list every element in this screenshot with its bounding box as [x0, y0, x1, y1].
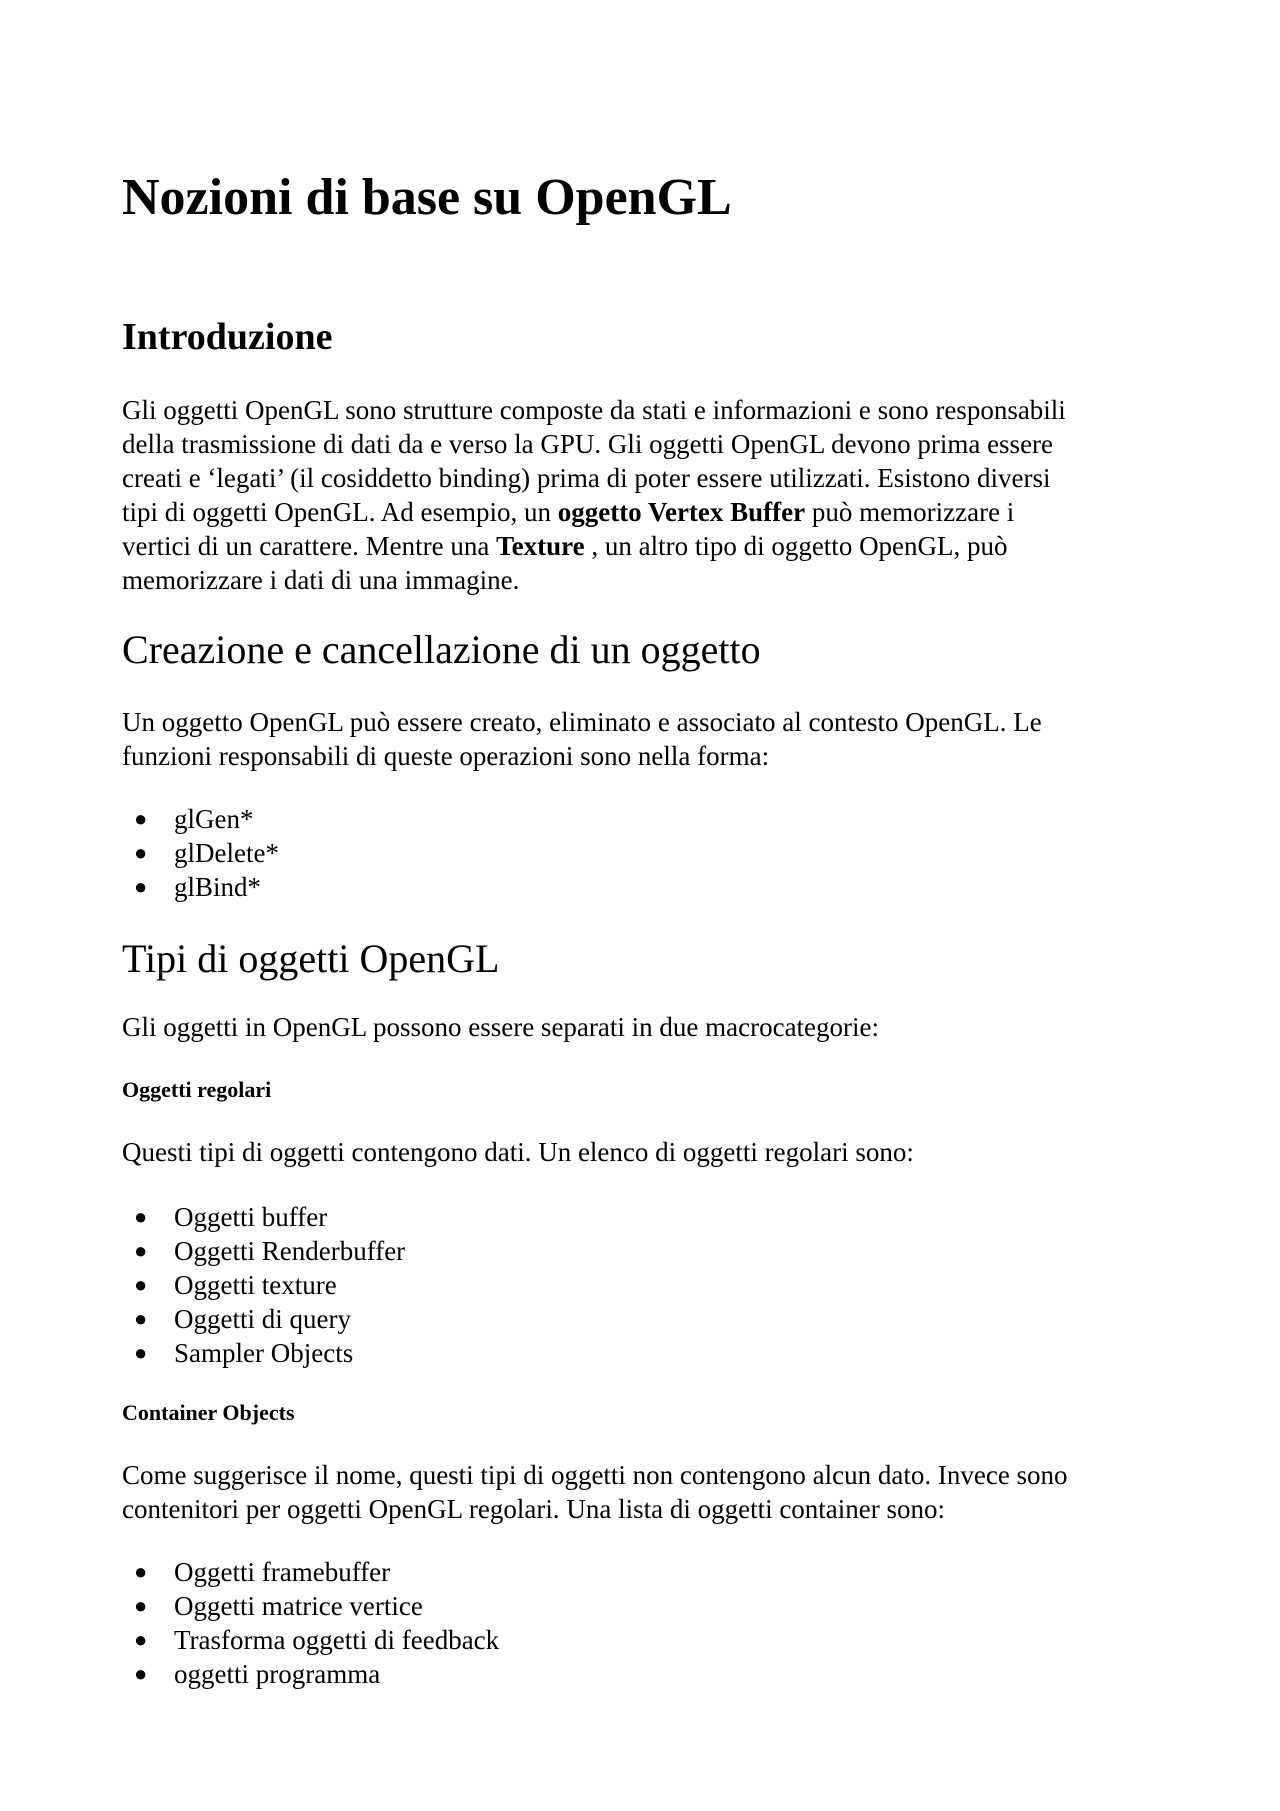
regular-objects-list: [122, 1200, 405, 1370]
list-item-text: oggetti programma: [174, 1659, 381, 1689]
list-item-text: Oggetti framebuffer: [174, 1557, 391, 1587]
bullet-icon: ●: [134, 1661, 148, 1686]
list-item: [122, 870, 279, 904]
container-objects-paragraph: [122, 1458, 1068, 1526]
container-line: Come suggerisce il nome, questi tipi di oggetti non contengono alcun dato. Invece sono: [122, 1460, 1068, 1490]
list-item: [122, 1657, 499, 1691]
bullet-icon: ●: [134, 1306, 148, 1331]
intro-paragraph: [122, 393, 1066, 597]
intro-line: memorizzare i dati di una immagine.: [122, 565, 520, 595]
list-item-text: glBind*: [174, 872, 262, 902]
intro-text: tipi di oggetti OpenGL. Ad esempio, un: [122, 497, 558, 527]
intro-text: può memorizzare i: [805, 497, 1015, 527]
list-item: [122, 1302, 405, 1336]
container-objects-list: [122, 1555, 499, 1691]
list-item: [122, 1555, 499, 1589]
bullet-icon: ●: [134, 1204, 148, 1229]
bullet-icon: ●: [134, 1627, 148, 1652]
bullet-icon: ●: [134, 1593, 148, 1618]
list-item-text: glGen*: [174, 804, 254, 834]
bullet-icon: ●: [134, 840, 148, 865]
creation-line: funzioni responsabili di queste operazioni sono nella forma:: [122, 741, 770, 771]
types-heading: Tipi di oggetti OpenGL: [122, 936, 500, 981]
types-line: Gli oggetti in OpenGL possono essere separati in due macrocategorie:: [122, 1012, 880, 1042]
intro-bold-term: oggetto Vertex Buffer: [557, 497, 806, 527]
list-item: [122, 1623, 499, 1657]
intro-text: , un altro tipo di oggetto OpenGL, può: [584, 531, 1008, 561]
creation-heading: Creazione e cancellazione di un oggetto: [122, 627, 761, 672]
types-paragraph: [122, 1010, 879, 1044]
bullet-icon: ●: [134, 874, 148, 899]
intro-heading: Introduzione: [122, 316, 333, 358]
list-item: [122, 1336, 405, 1370]
intro-line: della trasmissione di dati da e verso la GPU. Gli oggetti OpenGL devono prima essere: [122, 429, 1054, 459]
regular-line: Questi tipi di oggetti contengono dati. Un elenco di oggetti regolari sono:: [122, 1137, 914, 1167]
list-item: [122, 1234, 405, 1268]
intro-line: [122, 495, 1066, 529]
list-item-text: Oggetti matrice vertice: [174, 1591, 423, 1621]
list-item: [122, 1589, 499, 1623]
intro-line: creati e ‘legati’ (il cosiddetto binding) prima di poter essere utilizzati. Esistono diversi: [122, 463, 1051, 493]
regular-objects-paragraph: [122, 1135, 914, 1169]
page-title: Nozioni di base su OpenGL: [122, 169, 732, 226]
list-item-text: Trasforma oggetti di feedback: [174, 1625, 500, 1655]
creation-paragraph: [122, 705, 1042, 773]
container-objects-heading: Container Objects: [122, 1400, 295, 1425]
regular-objects-heading: Oggetti regolari: [122, 1077, 272, 1102]
list-item-text: Oggetti Renderbuffer: [174, 1236, 406, 1266]
list-item-text: Oggetti buffer: [174, 1202, 328, 1232]
list-item-text: Oggetti di query: [174, 1304, 351, 1334]
list-item-text: glDelete*: [174, 838, 279, 868]
bullet-icon: ●: [134, 1238, 148, 1263]
list-item-text: Sampler Objects: [174, 1338, 354, 1368]
intro-bold-term: Texture: [496, 531, 585, 561]
bullet-icon: ●: [134, 1559, 148, 1584]
bullet-icon: ●: [134, 1340, 148, 1365]
intro-text: vertici di un carattere. Mentre una: [122, 531, 497, 561]
intro-line: [122, 529, 1066, 563]
creation-function-list: [122, 802, 279, 904]
list-item: [122, 1200, 405, 1234]
list-item: [122, 1268, 405, 1302]
container-line: contenitori per oggetti OpenGL regolari. Una lista di oggetti container sono:: [122, 1494, 946, 1524]
bullet-icon: ●: [134, 806, 148, 831]
list-item-text: Oggetti texture: [174, 1270, 337, 1300]
intro-line: Gli oggetti OpenGL sono strutture composte da stati e informazioni e sono responsabili: [122, 395, 1066, 425]
list-item: [122, 836, 279, 870]
bullet-icon: ●: [134, 1272, 148, 1297]
list-item: [122, 802, 279, 836]
creation-line: Un oggetto OpenGL può essere creato, eliminato e associato al contesto OpenGL. Le: [122, 707, 1042, 737]
